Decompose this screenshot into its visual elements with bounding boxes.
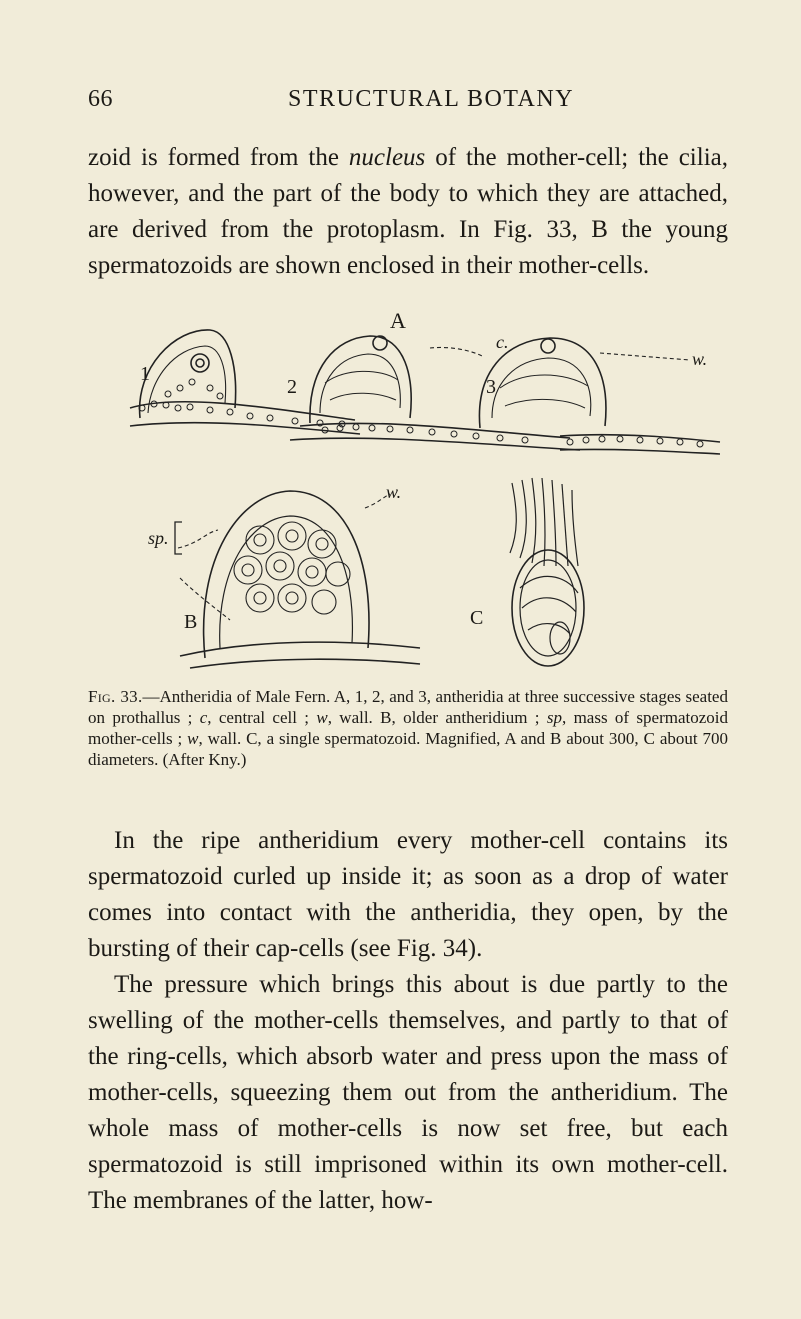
paragraph-3: The pressure which brings this about is due partly to the swelling of the mother-cells themselves, and partly to that of the ring-cells, which absorb water and press upon the mass of mother-cells, squeezing them out from the antheridium. The whole mass of mother-cells is now set free, but each spermatozoid is still imprisoned within its own mother-cell. The membranes of the latter, how- bbox=[88, 971, 728, 1214]
spermatozoid-c-label: C bbox=[470, 607, 484, 629]
figure-label-a: A bbox=[390, 308, 406, 333]
paragraph-1-end: of the mother-cell; the cilia, however, and the part of the body to which they are attached, are derived from the protoplasm. In Fig. 33, B the young spermatozoids are shown enclosed in their mother-cells. bbox=[88, 144, 728, 279]
antheridium-b-label: B bbox=[184, 611, 198, 633]
caption-text-5: , wall. C, a single spermatozoid. Magnified, A and B about 300, C about 700 diameters. (After Kny.) bbox=[88, 729, 728, 769]
caption-c: c bbox=[199, 708, 208, 727]
central-cell-label: c. bbox=[496, 332, 509, 352]
stage-1-label: 1 bbox=[140, 363, 150, 385]
caption-text-4: , mass of spermatozoid mother-cells ; bbox=[88, 708, 728, 748]
caption-text-2: , central cell ; bbox=[207, 708, 317, 727]
caption-w-2: w bbox=[187, 729, 199, 748]
stage-3-label: 3 bbox=[486, 376, 496, 398]
page-header bbox=[88, 86, 728, 116]
figure-33 bbox=[120, 308, 730, 678]
caption-w: w bbox=[316, 708, 328, 727]
stage-1-drawing bbox=[130, 330, 360, 434]
wall-label-b: w. bbox=[386, 482, 402, 502]
caption-text-1: —Antheridia of Male Fern. A, 1, 2, and 3, antheridia at three successive stages seated on prothallus ; bbox=[88, 687, 728, 727]
paragraph-1-start: zoid is formed from the bbox=[88, 144, 349, 171]
caption-sp: sp bbox=[546, 708, 562, 727]
spermatozoid-mass-label: sp. bbox=[148, 528, 169, 548]
paragraph-2: In the ripe antheridium every mother-cell contains its spermatozoid curled up inside it; as soon as a drop of water comes into contact with the antheridia, they open, by the bursting of their cap-cells (see Fig. 34). bbox=[88, 827, 728, 962]
page-number: 66 bbox=[88, 86, 113, 112]
antheridia-illustration bbox=[120, 308, 730, 678]
nucleus-italic: nucleus bbox=[348, 144, 426, 171]
stage-2-label: 2 bbox=[287, 376, 297, 398]
spermatozoid-c-drawing bbox=[510, 478, 584, 666]
wall-label-a: w. bbox=[692, 349, 708, 369]
antheridium-b-drawing bbox=[175, 491, 420, 668]
running-title: STRUCTURAL BOTANY bbox=[288, 86, 575, 112]
caption-head: Fig. 33. bbox=[88, 687, 143, 706]
figure-caption bbox=[88, 686, 728, 770]
paragraph-1 bbox=[88, 140, 728, 284]
caption-text-3: , wall. B, older antheridium ; bbox=[327, 708, 547, 727]
stage-2-drawing bbox=[290, 336, 580, 450]
